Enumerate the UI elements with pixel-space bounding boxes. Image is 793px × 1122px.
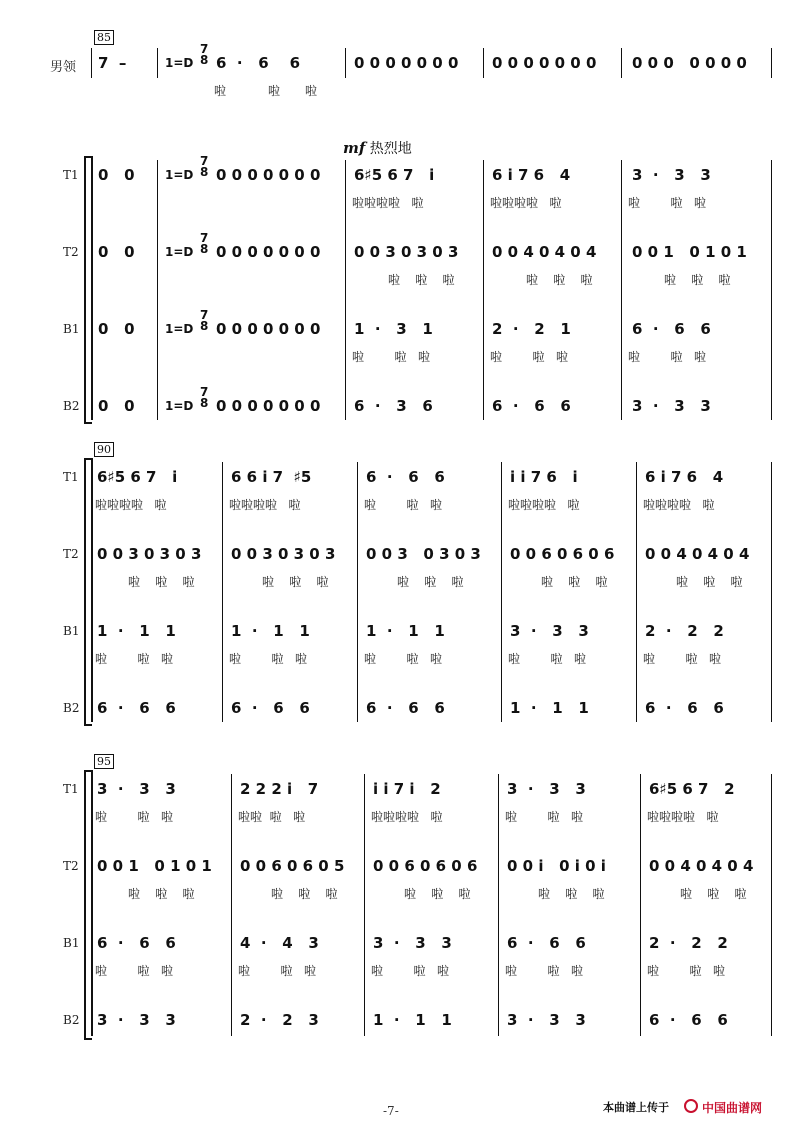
voice-label-b2: B2: [63, 701, 80, 715]
lyric: 啦 啦 啦: [628, 350, 706, 364]
barline: [498, 774, 499, 1036]
t1-measure: 6 · 6 6: [366, 468, 445, 486]
lyric: 啦 啦 啦: [229, 652, 307, 666]
barline: [345, 48, 346, 78]
b2-measure: 1 · 1 1: [373, 1011, 452, 1029]
lyric: 啦 啦 啦: [628, 196, 706, 210]
lyric: 啦啦啦啦 啦: [95, 498, 167, 512]
b2-measure: 3 · 3 3: [632, 397, 711, 415]
b1-measure: 3 · 3 3: [373, 934, 452, 952]
measure-number-95: 95: [94, 754, 114, 769]
barline: [501, 462, 502, 722]
b1-measure: 0 0: [98, 320, 135, 338]
system-line: [91, 156, 93, 420]
t1-measure: 0 0: [98, 166, 135, 184]
lyric: 啦 啦 啦: [397, 575, 464, 589]
b2-measure: 3 · 3 3: [97, 1011, 176, 1029]
barline: [157, 48, 158, 78]
page-number: -7-: [383, 1104, 399, 1118]
lyric: 啦 啦 啦: [643, 652, 721, 666]
barline: [771, 160, 772, 420]
lyric: 啦 啦 啦: [538, 887, 605, 901]
lyric: 啦 啦 啦: [490, 350, 568, 364]
t2-measure: 0 0 4 0 4 0 4: [645, 545, 750, 563]
lyric: 啦 啦 啦: [508, 652, 586, 666]
lyric: 啦 啦 啦: [676, 575, 743, 589]
t2-measure: 0 0: [98, 243, 135, 261]
barline: [771, 48, 772, 78]
t1-measure: 6 i 7 6 4: [645, 468, 724, 486]
voice-label-t1: T1: [63, 782, 79, 796]
lead-measure-3: 0 0 0 0 0 0 0: [354, 54, 459, 72]
lyric: 啦 啦 啦: [95, 810, 173, 824]
barline: [771, 774, 772, 1036]
b1-measure: 6 · 6 6: [97, 934, 176, 952]
lead-measure-5: 0 0 0 0 0 0 0: [632, 54, 747, 72]
lyric: 啦: [268, 84, 281, 98]
b2-measure: 1 · 1 1: [510, 699, 589, 717]
lyric: 啦 啦 啦: [404, 887, 471, 901]
key-signature: 1=D: [165, 245, 194, 259]
t1-measure: i i 7 i 2: [373, 780, 441, 798]
t2-measure: 0 0 1 0 1 0 1: [632, 243, 747, 261]
system-line: [91, 770, 93, 1036]
barline: [621, 160, 622, 420]
lyric: 啦 啦 啦: [128, 887, 195, 901]
dynamic-marking: [343, 138, 412, 158]
t1-measure: 6 i 7 6 4: [492, 166, 571, 184]
b2-measure: 6 · 6 6: [231, 699, 310, 717]
b1-measure: 2 · 2 2: [649, 934, 728, 952]
b1-measure: 1 · 1 1: [97, 622, 176, 640]
logo-icon: [684, 1099, 698, 1113]
lyric: 啦啦啦啦 啦: [647, 810, 719, 824]
b1-measure: 6 · 6 6: [632, 320, 711, 338]
voice-label-b2: B2: [63, 1013, 80, 1027]
lyric: 啦 啦 啦: [664, 273, 731, 287]
t1-measure: 3 · 3 3: [507, 780, 586, 798]
lyric: 啦 啦 啦: [371, 964, 449, 978]
upload-notice: 本曲谱上传于: [603, 1101, 669, 1114]
time-signature: 7 8: [200, 231, 209, 256]
t2-measure: 0 0 3 0 3 0 3: [354, 243, 459, 261]
time-signature: 7 8: [200, 42, 209, 67]
t1-measure: 6♯5 6 7 i: [97, 468, 178, 486]
barline: [636, 462, 637, 722]
voice-label-t2: T2: [63, 245, 79, 259]
t2-measure: 0 0 3 0 3 0 3: [97, 545, 202, 563]
t1-measure: 6♯5 6 7 i: [354, 166, 435, 184]
t2-measure: 0 0 4 0 4 0 4: [492, 243, 597, 261]
b1-measure: 1 · 3 1: [354, 320, 433, 338]
lyric: 啦啦 啦 啦: [238, 810, 306, 824]
b2-measure: 3 · 3 3: [507, 1011, 586, 1029]
t1-measure: 3 · 3 3: [97, 780, 176, 798]
b1-measure: 1 · 1 1: [366, 622, 445, 640]
lyric: 啦 啦 啦: [364, 652, 442, 666]
barline: [345, 160, 346, 420]
lyric: 啦啦啦啦 啦: [643, 498, 715, 512]
lyric: 啦 啦 啦: [680, 887, 747, 901]
b2-measure: 6 · 6 6: [645, 699, 724, 717]
barline: [157, 160, 158, 420]
b2-measure: 6 · 3 6: [354, 397, 433, 415]
t2-measure: 0 0 i 0 i 0 i: [507, 857, 606, 875]
measure-number-90: 90: [94, 442, 114, 457]
barline: [357, 462, 358, 722]
time-signature: 7 8: [200, 385, 209, 410]
voice-label-b1: B1: [63, 322, 80, 336]
t2-measure: 0 0 0 0 0 0 0: [216, 243, 321, 261]
voice-label-lead: 男领: [50, 60, 77, 75]
lyric: 啦 啦 啦: [526, 273, 593, 287]
barline: [91, 48, 92, 78]
time-signature: 7 8: [200, 154, 209, 179]
lyric: 啦 啦 啦: [647, 964, 725, 978]
barline: [483, 48, 484, 78]
t2-measure: 0 0 3 0 3 0 3: [366, 545, 481, 563]
barline: [621, 48, 622, 78]
t2-measure: 0 0 6 0 6 0 5: [240, 857, 345, 875]
barline: [364, 774, 365, 1036]
lyric: 啦 啦 啦: [505, 964, 583, 978]
voice-label-t2: T2: [63, 547, 79, 561]
t1-measure: 2 2 2 i 7: [240, 780, 319, 798]
lyric: 啦 啦 啦: [238, 964, 316, 978]
b1-measure: 6 · 6 6: [507, 934, 586, 952]
voice-label-b1: B1: [63, 936, 80, 950]
measure-number-85: 85: [94, 30, 114, 45]
barline: [222, 462, 223, 722]
b2-measure: 0 0 0 0 0 0 0: [216, 397, 321, 415]
time-signature: 7 8: [200, 308, 209, 333]
lead-measure-2: 6 · 6 6: [216, 54, 301, 72]
t2-measure: 0 0 6 0 6 0 6: [373, 857, 478, 875]
key-signature: 1=D: [165, 56, 194, 70]
key-signature: 1=D: [165, 399, 194, 413]
site-logo: 中国曲谱网: [702, 1101, 763, 1115]
lyric: 啦 啦 啦: [352, 350, 430, 364]
voice-label-t1: T1: [63, 470, 79, 484]
b1-measure: 2 · 2 2: [645, 622, 724, 640]
key-signature: 1=D: [165, 322, 194, 336]
system-line: [91, 458, 93, 722]
barline: [771, 462, 772, 722]
b1-measure: 2 · 2 1: [492, 320, 571, 338]
lyric: 啦 啦 啦: [505, 810, 583, 824]
lead-measure-1: 7 –: [98, 54, 127, 72]
lead-measure-4: 0 0 0 0 0 0 0: [492, 54, 597, 72]
lyric: 啦啦啦啦 啦: [508, 498, 580, 512]
barline: [640, 774, 641, 1036]
expression-text: 热烈地: [369, 141, 412, 157]
b1-measure: 0 0 0 0 0 0 0: [216, 320, 321, 338]
t1-measure: 6 6 i 7 ♯5: [231, 468, 312, 486]
t1-measure: 3 · 3 3: [632, 166, 711, 184]
lyric: 啦 啦 啦: [95, 652, 173, 666]
b1-measure: 3 · 3 3: [510, 622, 589, 640]
lyric: 啦 啦 啦: [364, 498, 442, 512]
t1-measure: i i 7 6 i: [510, 468, 578, 486]
t2-measure: 0 0 6 0 6 0 6: [510, 545, 615, 563]
b2-measure: 6 · 6 6: [366, 699, 445, 717]
voice-label-t2: T2: [63, 859, 79, 873]
lyric: 啦 啦 啦: [128, 575, 195, 589]
lyric: 啦 啦 啦: [95, 964, 173, 978]
lyric: 啦: [214, 84, 227, 98]
barline: [483, 160, 484, 420]
dynamic-mf: mf: [343, 139, 366, 157]
t2-measure: 0 0 4 0 4 0 4: [649, 857, 754, 875]
voice-label-t1: T1: [63, 168, 79, 182]
lyric: 啦啦啦啦 啦: [371, 810, 443, 824]
t2-measure: 0 0 3 0 3 0 3: [231, 545, 336, 563]
lyric: 啦 啦 啦: [262, 575, 329, 589]
lyric: 啦啦啦啦 啦: [352, 196, 424, 210]
t2-measure: 0 0 1 0 1 0 1: [97, 857, 212, 875]
t1-measure: 6♯5 6 7 2: [649, 780, 735, 798]
lyric: 啦啦啦啦 啦: [229, 498, 301, 512]
barline: [231, 774, 232, 1036]
b2-measure: 2 · 2 3: [240, 1011, 319, 1029]
voice-label-b1: B1: [63, 624, 80, 638]
b2-measure: 6 · 6 6: [492, 397, 571, 415]
lyric: 啦 啦 啦: [271, 887, 338, 901]
t1-measure: 0 0 0 0 0 0 0: [216, 166, 321, 184]
lyric: 啦 啦 啦: [541, 575, 608, 589]
b2-measure: 6 · 6 6: [649, 1011, 728, 1029]
key-signature: 1=D: [165, 168, 194, 182]
b1-measure: 4 · 4 3: [240, 934, 319, 952]
lyric: 啦: [305, 84, 318, 98]
b2-measure: 0 0: [98, 397, 135, 415]
voice-label-b2: B2: [63, 399, 80, 413]
b2-measure: 6 · 6 6: [97, 699, 176, 717]
lyric: 啦啦啦啦 啦: [490, 196, 562, 210]
lyric: 啦 啦 啦: [388, 273, 455, 287]
b1-measure: 1 · 1 1: [231, 622, 310, 640]
